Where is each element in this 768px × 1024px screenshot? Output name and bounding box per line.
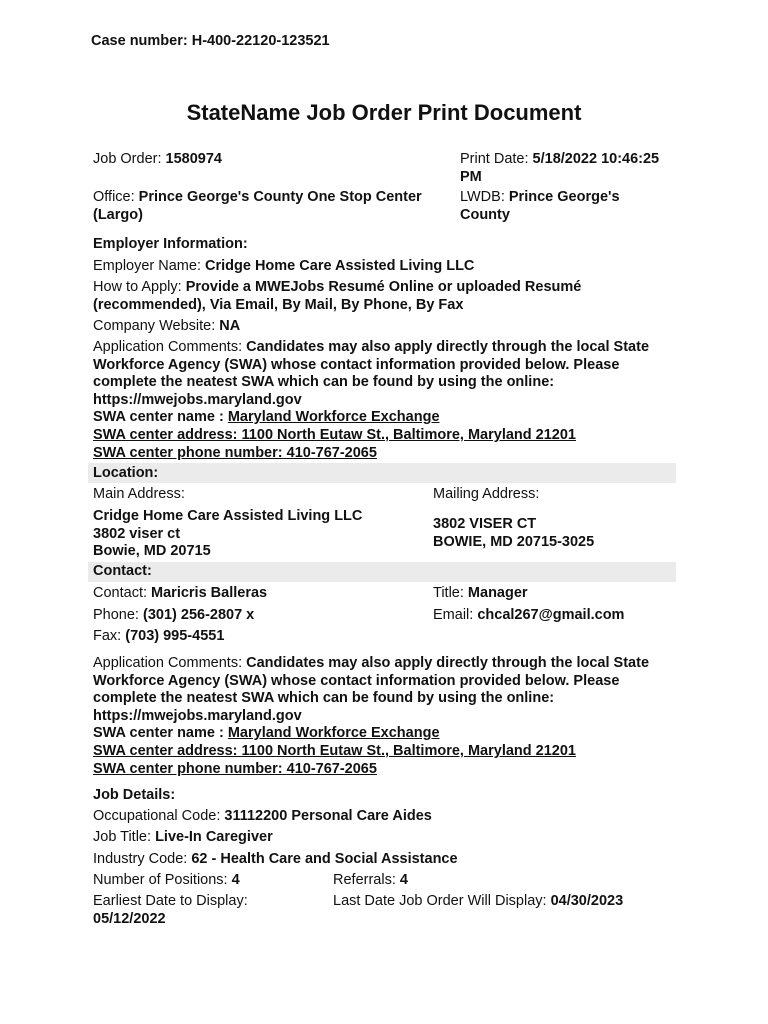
- job-details-heading: Job Details:: [93, 787, 176, 803]
- mailing-address: 3802 VISER CT BOWIE, MD 20715-3025: [433, 516, 595, 550]
- mailing-address-label: Mailing Address:: [433, 486, 540, 502]
- employer-name: Employer Name: Cridge Home Care Assisted Living LLC: [93, 258, 475, 274]
- job-order: Job Order: 1580974: [93, 151, 222, 167]
- referrals: Referrals: 4: [333, 872, 408, 888]
- case-number: Case number: H-400-22120-123521: [91, 33, 330, 49]
- how-to-apply: How to Apply: Provide a MWEJobs Resumé Online or uploaded Resumé (recommended), Via Email, By Mail, By Phone, By Fax: [93, 279, 582, 313]
- job-title: Job Title: Live-In Caregiver: [93, 829, 273, 845]
- contact-title: Title: Manager: [433, 585, 528, 601]
- location-heading: Location:: [93, 465, 159, 481]
- employer-heading: Employer Information:: [93, 236, 248, 252]
- location-band: [88, 463, 676, 483]
- swa-phone-link[interactable]: SWA center phone number: 410-767-2065: [93, 444, 377, 461]
- industry-code: Industry Code: 62 - Health Care and Social Assistance: [93, 851, 458, 867]
- contact-band: [88, 562, 676, 582]
- page-title: StateName Job Order Print Document: [186, 100, 582, 125]
- contact-fax: Fax: (703) 995-4551: [93, 628, 225, 644]
- contact-heading: Contact:: [93, 563, 152, 579]
- print-date: Print Date: 5/18/2022 10:46:25 PM: [460, 151, 660, 185]
- last-display-date: Last Date Job Order Will Display: 04/30/2023: [333, 893, 624, 909]
- lwdb: LWDB: Prince George's County: [460, 189, 620, 223]
- swa-name-link[interactable]: Maryland Workforce Exchange: [227, 725, 440, 742]
- office: Office: Prince George's County One Stop Center (Largo): [93, 189, 422, 223]
- swa-phone-link[interactable]: SWA center phone number: 410-767-2065: [93, 760, 377, 777]
- contact-application-comments: Application Comments: Candidates may also apply directly through the local State Workforce Agency (SWA) whose contact information provided below. Please complete the neatest SWA which can be found by using the online: https://mwejobs.maryland.gov SWA center name : Maryland Workforce Exchange SWA center address: 1100 North Eutaw St., Baltimore, Maryland 21201 SWA center phone number: 410-767-2065: [93, 655, 650, 777]
- occupational-code: Occupational Code: 31112200 Personal Care Aides: [93, 808, 432, 824]
- employer-application-comments: Application Comments: Candidates may also apply directly through the local State Workforce Agency (SWA) whose contact information provided below. Please complete the neatest SWA which can be found by using the online: https://mwejobs.maryland.gov SWA center name : Maryland Workforce Exchange SWA center address: 1100 North Eutaw St., Baltimore, Maryland 21201 SWA center phone number: 410-767-2065: [93, 339, 650, 461]
- contact-email: Email: chcal267@gmail.com: [433, 607, 625, 623]
- swa-address-link[interactable]: SWA center address: 1100 North Eutaw St., Baltimore, Maryland 21201: [93, 426, 576, 443]
- swa-address-link[interactable]: SWA center address: 1100 North Eutaw St., Baltimore, Maryland 21201: [93, 742, 576, 759]
- company-website: Company Website: NA: [93, 318, 241, 334]
- earliest-display-date: Earliest Date to Display: 05/12/2022: [93, 893, 248, 927]
- main-address-label: Main Address:: [93, 486, 185, 502]
- swa-name-link[interactable]: Maryland Workforce Exchange: [227, 409, 440, 426]
- contact-phone: Phone: (301) 256-2807 x: [93, 607, 255, 623]
- number-of-positions: Number of Positions: 4: [93, 872, 240, 888]
- main-address: Cridge Home Care Assisted Living LLC 3802 viser ct Bowie, MD 20715: [93, 508, 363, 560]
- contact-name: Contact: Maricris Balleras: [93, 585, 268, 601]
